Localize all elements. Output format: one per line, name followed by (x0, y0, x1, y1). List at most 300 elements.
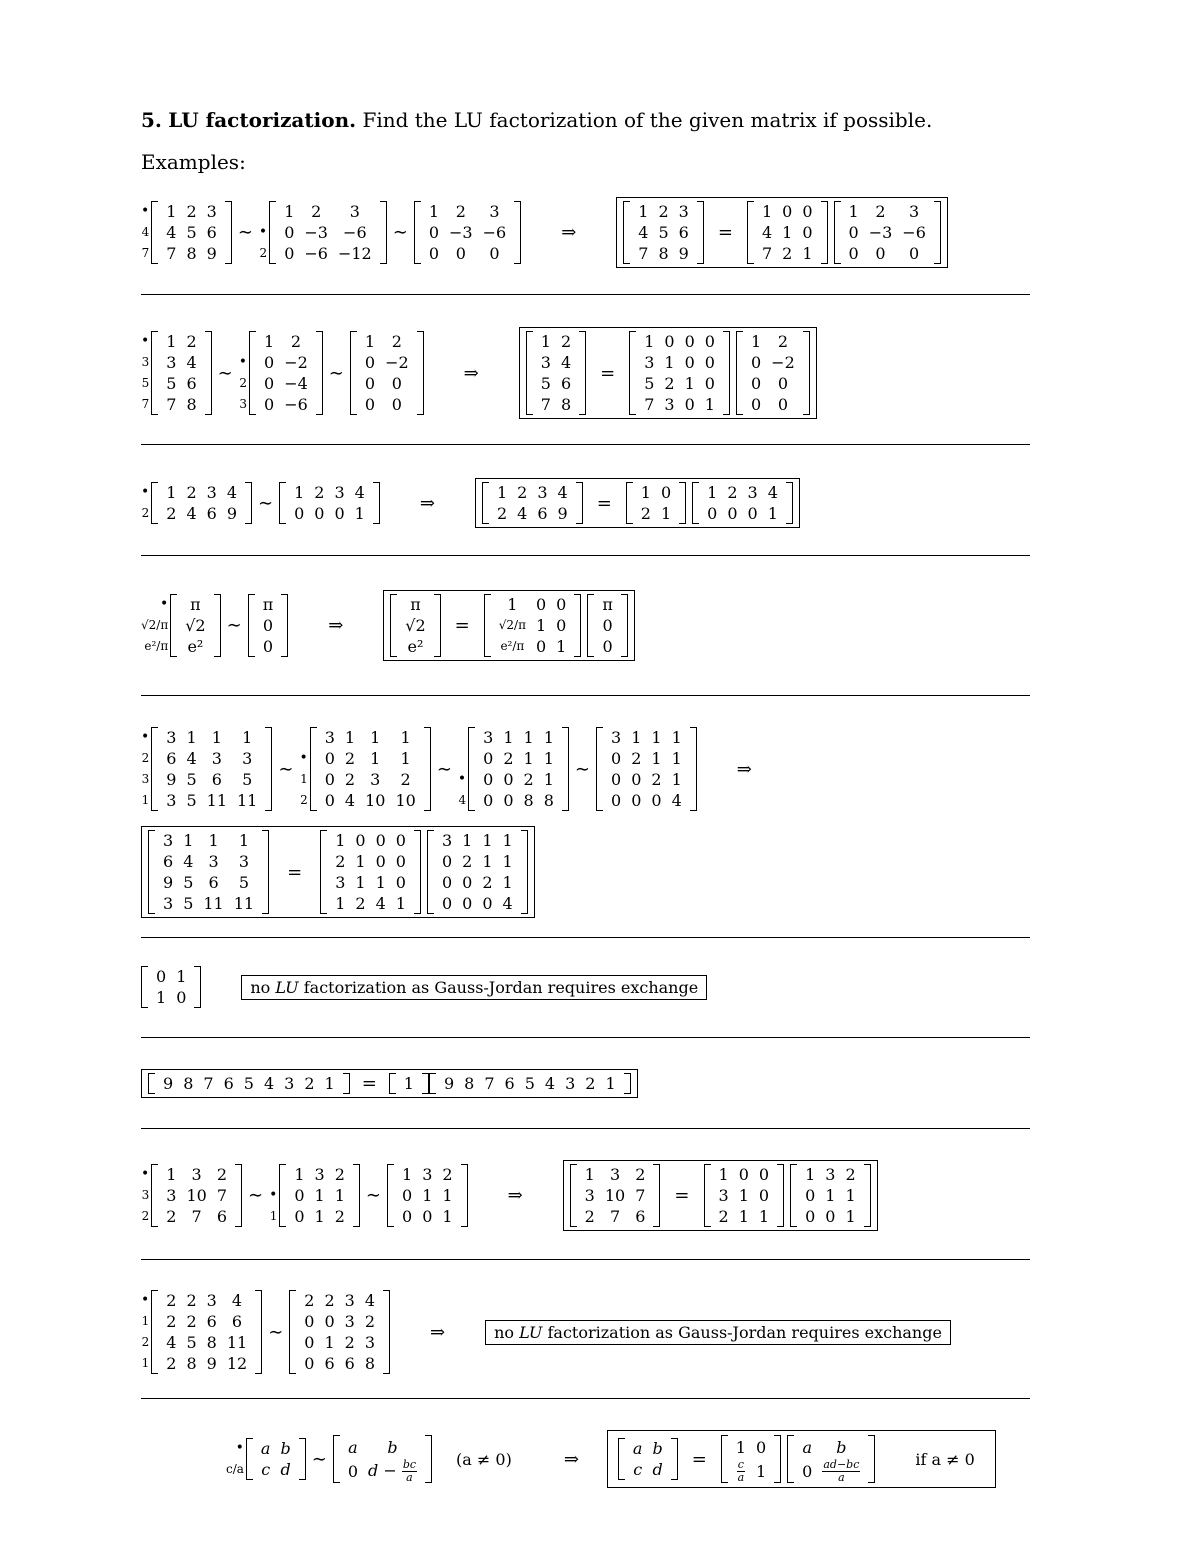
matrix-cell: 8 (464, 1074, 475, 1093)
matrix-a (170, 594, 220, 657)
matrix-cell: 0 (402, 1186, 413, 1205)
matrix-a: a b c d (618, 1438, 678, 1480)
matrix-cell: 1 (370, 749, 381, 768)
pivot-bullet: • (141, 1292, 150, 1308)
example-7 (141, 1069, 638, 1098)
matrix-cell: 3 (166, 791, 177, 810)
matrix-cell: 0 (750, 374, 762, 393)
matrix-cell: 0 (391, 395, 402, 414)
matrix-cell: 0 (777, 374, 789, 393)
matrix-cell: 4 (226, 483, 238, 502)
matrix-cell: 6 (206, 504, 217, 523)
row-multiplier: 2 (259, 246, 268, 260)
matrix-cell: 0 (375, 831, 386, 850)
matrix-cell: 2 (355, 894, 366, 913)
matrix-cell: 9 (163, 873, 174, 892)
matrix-a (570, 1164, 661, 1227)
matrix-step-1 (269, 201, 387, 264)
matrix-cell: 6 (206, 1312, 217, 1331)
matrix-l (747, 201, 828, 264)
matrix-u (790, 1164, 871, 1227)
matrix-u (587, 594, 628, 657)
matrix-cell: 1 (370, 728, 381, 747)
matrix-cell: 1 (540, 332, 551, 351)
matrix-cell: 8 (186, 244, 197, 263)
matrix-cell: −6 (902, 223, 926, 242)
pivot-bullet: • (238, 354, 247, 370)
matrix-cell: 2 (560, 332, 572, 351)
matrix-a (151, 482, 252, 524)
matrix-cell: 1 (422, 1186, 433, 1205)
matrix-cell: 9 (206, 1354, 217, 1373)
matrix-cell: 2 (631, 749, 642, 768)
matrix-cell: 4 (544, 1074, 556, 1093)
matrix-cell: 1 (186, 728, 197, 747)
matrix-cell: 0 (750, 395, 762, 414)
matrix-cell: 2 (718, 1207, 729, 1226)
matrix-cell: 2 (635, 1165, 646, 1184)
pivot-bullet: • (141, 484, 150, 500)
matrix-cell: 1 (523, 749, 534, 768)
matrix-cell: 0 (805, 1207, 816, 1226)
matrix-cell: 3 (718, 1186, 729, 1205)
matrix-a (390, 594, 440, 657)
matrix-cell: 4 (557, 483, 568, 502)
matrix-cell: 2 (166, 504, 177, 523)
matrix-cell: 3 (349, 202, 360, 221)
matrix-cell: 2 (462, 852, 473, 871)
matrix-cell: 1 (738, 1207, 749, 1226)
matrix-cell: 7 (644, 395, 655, 414)
tilde-symbol: ∼ (574, 758, 591, 780)
implies-symbol: ⇒ (419, 492, 435, 514)
matrix-cell: π (190, 595, 201, 614)
matrix-cell: 4 (767, 483, 778, 502)
matrix-u (834, 201, 941, 264)
matrix-cell: 1 (761, 202, 773, 221)
row-multiplier: √2/π (141, 618, 169, 632)
equals-symbol: = (691, 1448, 707, 1470)
matrix-cell: 2 (166, 1354, 177, 1373)
matrix-cell: 7 (166, 395, 177, 414)
matrix-a (148, 1073, 350, 1094)
matrix-cell: 0 (875, 244, 886, 263)
matrix-cell: π (262, 595, 274, 614)
matrix-cell: 0 (848, 223, 859, 242)
matrix-cell: 5 (644, 374, 655, 393)
matrix-cell: 0 (428, 223, 440, 242)
matrix-cell: 1 (502, 831, 513, 850)
matrix-cell: √2/π (498, 618, 526, 632)
matrix-step-1 (279, 1164, 360, 1227)
matrix-cell: 0 (758, 1186, 770, 1205)
matrix-cell: 1 (166, 483, 177, 502)
divider (141, 1259, 1030, 1260)
matrix-cell: 10 (604, 1186, 626, 1205)
matrix-cell: 3 (664, 395, 675, 414)
matrix-cell: 10 (395, 791, 416, 810)
matrix-cell: 1 (324, 1333, 335, 1352)
row-multipliers (269, 1164, 277, 1227)
matrix-cell: 2 (482, 873, 493, 892)
matrix-cell: 4 (638, 223, 649, 242)
matrix-cell: 10 (186, 1186, 207, 1205)
matrix-cell: 0 (264, 353, 275, 372)
matrix-cell: −4 (284, 374, 308, 393)
matrix-cell: 1 (631, 728, 642, 747)
pivot-bullet: • (258, 224, 268, 240)
result-box (563, 1160, 878, 1231)
matrix-cell: 1 (638, 202, 649, 221)
matrix-cell: 3 (324, 728, 335, 747)
matrix-cell: 3 (565, 1074, 576, 1093)
matrix-cell: 5 (183, 873, 194, 892)
matrix-cell: 3 (314, 1165, 325, 1184)
matrix-a (623, 201, 704, 264)
matrix-cell: 6 (216, 1207, 227, 1226)
matrix-cell: 1 (845, 1207, 856, 1226)
example-2 (141, 327, 817, 419)
row-multiplier: 4 (141, 225, 150, 239)
example-5-result (141, 826, 535, 918)
matrix-cell: 1 (344, 728, 356, 747)
matrix-cell: 0 (441, 873, 453, 892)
tilde-symbol: ∼ (268, 1321, 284, 1343)
matrix-cell: 1 (671, 749, 682, 768)
matrix-cell: 3 (609, 1165, 621, 1184)
no-lu-note: no LU factorization as Gauss-Jordan requires exchange (485, 1320, 951, 1345)
matrix-cell: −2 (385, 353, 409, 372)
matrix-cell: −3 (868, 223, 893, 242)
matrix-cell: 0 (556, 595, 567, 614)
matrix-cell: 6 (211, 770, 222, 789)
row-multiplier: 1 (300, 772, 308, 786)
matrix-cell: 2 (651, 770, 662, 789)
matrix-cell: 2 (391, 332, 402, 351)
matrix-cell: 0 (482, 894, 493, 913)
matrix-cell: 1 (502, 873, 513, 892)
matrix-cell: 1 (660, 504, 672, 523)
matrix-cell: 3 (370, 770, 381, 789)
matrix-cell: 0 (156, 967, 167, 986)
matrix-step-1 (249, 331, 323, 415)
matrix-cell: 1 (543, 770, 554, 789)
matrix-cell: 4 (186, 353, 197, 372)
matrix-cell: 7 (166, 244, 177, 263)
matrix-cell: 1 (503, 728, 514, 747)
matrix-cell: 5 (243, 1074, 254, 1093)
matrix-cell: 2 (442, 1165, 453, 1184)
example-3 (141, 478, 800, 528)
matrix-cell: π (410, 595, 421, 614)
matrix-cell: 1 (640, 483, 651, 502)
matrix-cell: 0 (704, 353, 715, 372)
result-box (475, 478, 800, 528)
matrix-l (629, 331, 730, 415)
matrix-cell: 2 (400, 770, 411, 789)
matrix-cell: 1 (543, 749, 554, 768)
matrix-cell: 3 (825, 1165, 836, 1184)
result-box (519, 327, 817, 419)
row-multiplier: 1 (141, 793, 150, 807)
example-8 (141, 1160, 878, 1231)
matrix-cell: 6 (223, 1074, 234, 1093)
result-box (616, 197, 948, 268)
row-multiplier: 2 (141, 1335, 150, 1349)
matrix-cell: 0 (284, 244, 295, 263)
tilde-symbol: ∼ (392, 222, 408, 243)
matrix-cell: 1 (334, 1186, 345, 1205)
matrix-cell: 9 (166, 770, 177, 789)
matrix-cell: 4 (186, 504, 197, 523)
matrix-cell: 0 (747, 504, 758, 523)
matrix-cell: 0 (314, 504, 325, 523)
matrix-cell: 11 (206, 791, 227, 810)
matrix-cell: 0 (602, 616, 613, 635)
matrix-cell: 1 (442, 1186, 453, 1205)
matrix-cell: 2 (517, 483, 528, 502)
matrix-cell: 1 (211, 728, 222, 747)
pivot-bullet: • (235, 1440, 244, 1456)
matrix-cell: 6 (166, 749, 177, 768)
matrix-cell: 4 (186, 749, 197, 768)
matrix-cell: 3 (344, 1312, 355, 1331)
matrix-cell: 1 (605, 1074, 616, 1093)
implies-symbol: ⇒ (507, 1185, 523, 1206)
matrix-cell: 1 (156, 988, 167, 1007)
matrix-step-2 (414, 201, 521, 264)
matrix-cell: 11 (203, 894, 224, 913)
row-multiplier: 2 (141, 506, 150, 520)
matrix-cell: 1 (314, 1207, 325, 1226)
matrix-cell: 8 (560, 395, 572, 414)
matrix-cell: 9 (557, 504, 568, 523)
matrix-cell: 5 (186, 1333, 197, 1352)
pivot-bullet: • (159, 596, 169, 612)
matrix-cell: 3 (483, 728, 494, 747)
section-number: 5. (141, 108, 162, 132)
matrix-cell: 1 (183, 831, 194, 850)
matrix-cell: 3 (163, 894, 174, 913)
matrix-cell: 0 (422, 1207, 433, 1226)
matrix-cell: 3 (206, 483, 217, 502)
matrix-cell: 8 (658, 244, 669, 263)
matrix-cell: 0 (805, 1186, 816, 1205)
pivot-bullet: • (141, 1166, 150, 1182)
matrix-cell: 3 (422, 1165, 433, 1184)
matrix-cell: 1 (535, 616, 547, 635)
matrix-cell: 0 (294, 1186, 305, 1205)
row-multiplier: 7 (141, 246, 150, 260)
tilde-symbol: ∼ (248, 1185, 264, 1206)
row-multiplier: 1 (141, 1314, 150, 1328)
matrix-cell: 7 (638, 244, 649, 263)
matrix-cell: 1 (335, 831, 346, 850)
matrix-cell: 8 (186, 395, 197, 414)
matrix-cell: 2 (503, 749, 514, 768)
matrix-cell: 8 (543, 791, 554, 810)
pivot-bullet: • (269, 1187, 278, 1203)
matrix-cell: 0 (294, 504, 305, 523)
matrix-cell: 1 (395, 894, 406, 913)
matrix-cell: 6 (678, 223, 689, 242)
row-multipliers (141, 201, 149, 264)
matrix-u (427, 830, 528, 914)
matrix-cell: 2 (314, 483, 325, 502)
matrix-cell: 6 (206, 223, 217, 242)
matrix-cell: 6 (186, 374, 197, 393)
matrix-cell: 0 (802, 202, 813, 221)
matrix-cell: 2 (640, 504, 651, 523)
matrix-cell: −3 (449, 223, 473, 242)
matrix-cell: 7 (761, 244, 773, 263)
matrix-u (736, 331, 810, 415)
matrix-cell: 0 (284, 223, 295, 242)
matrix-cell: 0 (395, 831, 406, 850)
divider (141, 937, 1030, 938)
matrix-cell: 1 (400, 728, 411, 747)
matrix-cell: 2 (324, 1291, 335, 1310)
matrix-cell: 0 (704, 332, 715, 351)
matrix-a (482, 482, 583, 524)
matrix-cell: 0 (660, 483, 672, 502)
matrix-cell: 0 (758, 1165, 770, 1184)
divider (141, 1398, 1030, 1399)
equals-symbol: = (674, 1185, 690, 1206)
matrix-cell: 1 (782, 223, 793, 242)
implies-symbol: ⇒ (561, 222, 577, 243)
matrix-cell: 3 (206, 1291, 217, 1310)
matrix-cell: 1 (482, 852, 493, 871)
matrix-cell: 5 (242, 770, 253, 789)
matrix-cell: 0 (324, 770, 335, 789)
row-multiplier: 1 (269, 1209, 278, 1223)
matrix-cell: 0 (727, 504, 738, 523)
row-multipliers (458, 727, 466, 811)
matrix-cell: −6 (343, 223, 367, 242)
matrix-cell: 2 (845, 1165, 856, 1184)
matrix-cell: 1 (355, 852, 366, 871)
row-multipliers (299, 727, 307, 811)
matrix-cell: 0 (395, 873, 406, 892)
matrix-cell: 3 (644, 353, 655, 372)
matrix-cell: 0 (651, 791, 662, 810)
matrix-cell: 0 (631, 770, 642, 789)
pivot-bullet: • (141, 333, 150, 349)
matrix-cell: 2 (584, 1207, 595, 1226)
matrix-cell: 1 (354, 504, 365, 523)
matrix-cell: 1 (671, 770, 682, 789)
matrix-cell: 3 (166, 353, 177, 372)
matrix-cell: 0 (684, 353, 695, 372)
matrix-cell: 0 (262, 616, 274, 635)
matrix-cell: 0 (364, 353, 376, 372)
implies-symbol: ⇒ (563, 1448, 579, 1470)
matrix-cell: 1 (208, 831, 219, 850)
matrix-cell: 1 (264, 332, 275, 351)
row-multipliers (141, 594, 168, 657)
matrix-cell: 1 (324, 1074, 335, 1093)
matrix-cell: 4 (517, 504, 528, 523)
matrix-cell: 2 (664, 374, 675, 393)
matrix-cell: 6 (163, 852, 174, 871)
result-box (141, 1069, 638, 1098)
matrix-cell: 1 (166, 1165, 177, 1184)
matrix-cell: 1 (651, 749, 662, 768)
matrix-cell: 1 (644, 332, 655, 351)
matrix-l (320, 830, 421, 914)
matrix-cell: 1 (543, 728, 554, 747)
matrix-cell: 3 (909, 202, 920, 221)
matrix-a (151, 331, 211, 415)
matrix-cell: 2 (455, 202, 466, 221)
row-multiplier: 3 (141, 355, 150, 369)
matrix-step-1 (279, 482, 380, 524)
matrix-cell: 1 (671, 728, 682, 747)
matrix-u: a b 0 $\frac{ad-bc}{a}$ (787, 1435, 875, 1483)
matrix-cell: 0 (455, 244, 466, 263)
matrix-cell: 0 (324, 1312, 335, 1331)
matrix-cell: 3 (584, 1186, 595, 1205)
matrix-cell: 3 (238, 852, 249, 871)
matrix-cell: 9 (226, 504, 238, 523)
matrix-cell: 3 (334, 483, 345, 502)
tilde-symbol: ∼ (436, 758, 452, 780)
row-multipliers (259, 201, 267, 264)
matrix-cell: 2 (344, 770, 356, 789)
matrix-cell: 3 (284, 1074, 295, 1093)
divider (141, 1128, 1030, 1129)
matrix-cell: 2 (777, 332, 789, 351)
matrix-l (389, 1073, 429, 1094)
row-multiplier: 2 (239, 376, 247, 390)
matrix-step-2 (468, 727, 569, 811)
matrix-cell: 1 (284, 202, 295, 221)
matrix-cell: 1 (400, 749, 411, 768)
matrix-cell: 0 (264, 395, 275, 414)
matrix-cell: −12 (337, 244, 372, 263)
matrix-cell: 1 (684, 374, 695, 393)
tilde-symbol: ∼ (217, 362, 233, 384)
matrix-cell: 7 (635, 1186, 646, 1205)
matrix-cell: 2 (186, 483, 197, 502)
matrix-cell: 1 (442, 1207, 453, 1226)
row-multipliers (141, 331, 149, 415)
matrix-cell: 4 (344, 791, 356, 810)
matrix-cell: 0 (489, 244, 500, 263)
matrix-a (151, 201, 232, 264)
matrix-cell: 1 (718, 1165, 729, 1184)
matrix-cell: 2 (166, 1207, 177, 1226)
matrix-cell: 4 (231, 1291, 243, 1310)
matrix-cell: 2 (186, 1291, 197, 1310)
matrix-l: 1 0 $\frac{c}{a}$ 1 (721, 1435, 781, 1483)
matrix-cell: 0 (535, 637, 547, 656)
matrix-cell: 1 (176, 967, 187, 986)
matrix-cell: 6 (231, 1312, 243, 1331)
matrix-cell: e² (187, 637, 204, 656)
matrix-a (151, 1164, 242, 1227)
matrix-cell: 0 (684, 332, 695, 351)
example-1 (141, 197, 948, 268)
matrix-cell: 1 (242, 728, 253, 747)
matrix-cell: 0 (324, 749, 335, 768)
matrix-cell: 2 (334, 1207, 345, 1226)
matrix-cell: −2 (284, 353, 308, 372)
matrix-cell: 4 (183, 852, 194, 871)
pivot-bullet: • (457, 771, 467, 787)
matrix-cell: 7 (216, 1186, 227, 1205)
